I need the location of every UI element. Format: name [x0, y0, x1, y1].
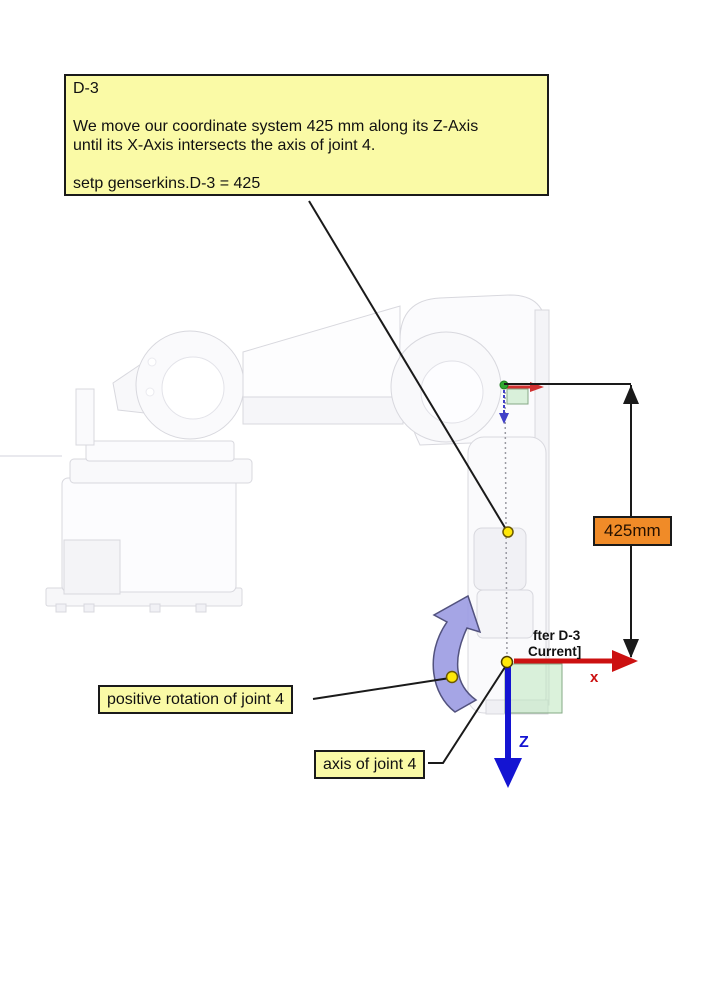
frame-caption-line2: Current]: [528, 644, 582, 659]
frame-square-top: [507, 389, 528, 404]
frame-caption-line1: fter D-3: [533, 628, 581, 643]
robot-foot: [56, 604, 66, 612]
rotation-point-marker: [447, 672, 458, 683]
robot-forearm-block: [474, 528, 526, 590]
positive-rotation-label: positive rotation of joint 4: [98, 685, 293, 714]
robot-elbow-hub: [421, 361, 483, 423]
z-axis-arrowhead-icon: [494, 758, 522, 788]
robot-upper-arm-band: [243, 397, 403, 424]
dimension-arrow-up-icon: [623, 385, 639, 404]
callout-body-line2: until its X-Axis intersects the axis of joint 4.: [73, 137, 376, 154]
robot-base-flange: [70, 459, 252, 483]
robot-render: [0, 295, 549, 714]
d3-point-marker: [503, 527, 513, 537]
joint4-origin-marker: [502, 657, 513, 668]
robot-bolt: [148, 358, 156, 366]
robot-forearm-block-lower: [477, 590, 533, 638]
dimension-arrow-down-icon: [623, 639, 639, 658]
axis-of-joint-label: axis of joint 4: [314, 750, 425, 779]
x-axis-label: x: [590, 669, 599, 686]
callout-spacer: [73, 155, 540, 174]
x-axis-arrowhead-icon: [612, 650, 638, 672]
robot-foot: [150, 604, 160, 612]
robot-foot: [84, 604, 94, 612]
callout-box: [64, 74, 549, 196]
callout-body-line1: We move our coordinate system 425 mm along its Z-Axis: [73, 118, 479, 135]
rotation-leader-line: [313, 678, 450, 699]
robot-base-flange-upper: [86, 441, 234, 461]
robot-upper-arm: [243, 306, 400, 397]
robot-bolt: [146, 388, 154, 396]
robot-foot: [196, 604, 206, 612]
robot-shoulder-hub: [162, 357, 224, 419]
callout-title: D-3: [73, 80, 99, 97]
z-axis-label: Z: [519, 734, 529, 751]
robot-base-inset: [64, 540, 120, 594]
robot-left-post: [76, 389, 94, 445]
callout-spacer: [73, 98, 540, 117]
frame-square-bottom: [505, 664, 562, 713]
callout-command: setp genserkins.D-3 = 425: [73, 175, 261, 192]
dimension-425mm-label: 425mm: [593, 516, 672, 546]
